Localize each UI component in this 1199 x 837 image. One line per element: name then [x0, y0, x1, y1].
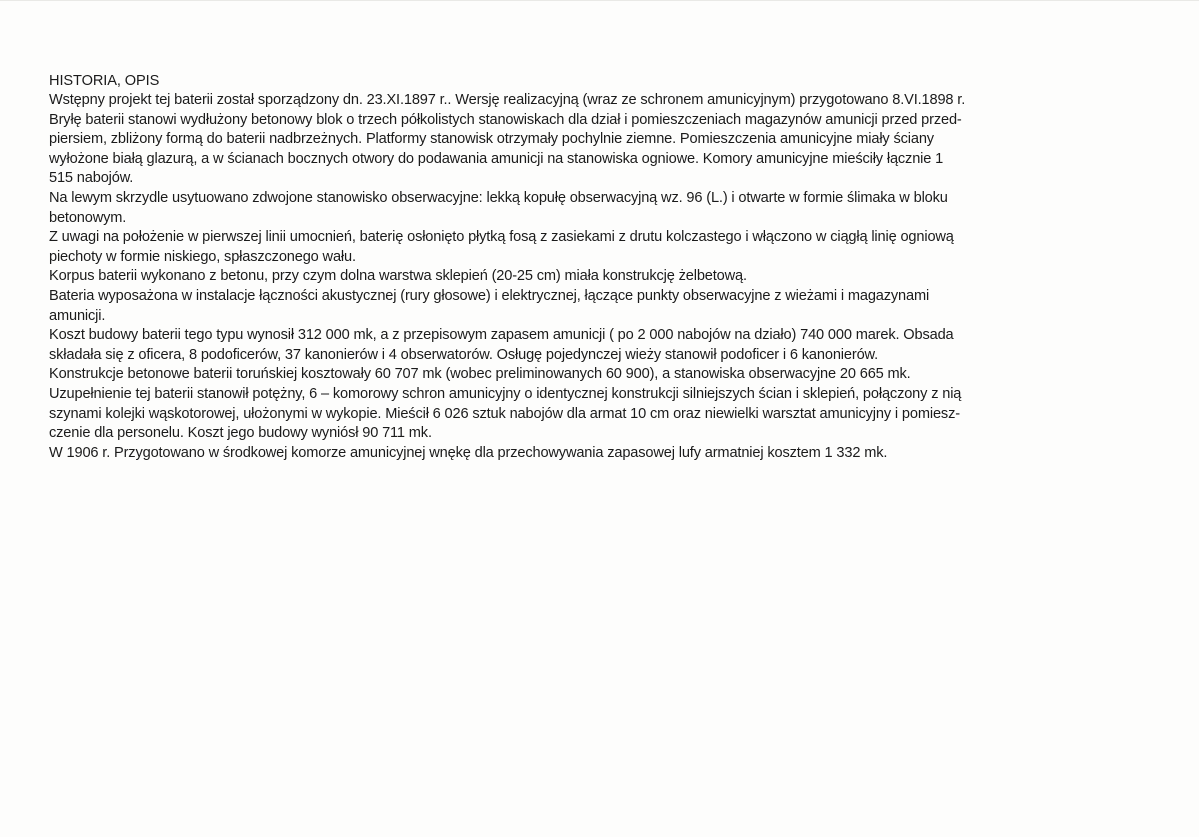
text-line: 515 nabojów.	[49, 170, 134, 187]
text-line: Na lewym skrzydle usytuowano zdwojone stanowisko obserwacyjne: lekką kopułę obserwacyjną wz. 96 (L.) i otwarte w formie ślimaka w bloku	[49, 189, 948, 206]
text-line: Wstępny projekt tej baterii został sporządzony dn. 23.XI.1897 r.. Wersję realizacyjną (wraz ze schronem amunicyjnym) przygotowano 8.VI.1898 r.	[49, 92, 966, 108]
paragraph-concrete-cost	[49, 365, 1159, 385]
text-line: czenie dla personelu. Koszt jego budowy wyniósł 90 711 mk.	[49, 425, 432, 442]
text-line: Koszt budowy baterii tego typu wynosił 312 000 mk, a z przepisowym zapasem amunicji ( po 2 000 nabojów na działo) 740 000 marek. Obsada	[49, 327, 954, 344]
paragraph-observation-post	[49, 189, 1159, 228]
text-line: Konstrukcje betonowe baterii toruńskiej kosztowały 60 707 mk (wobec preliminowanych 60 900), a stanowiska obserwacyjne 20 665 mk.	[49, 366, 911, 383]
text-line: wyłożone białą glazurą, a w ścianach bocznych otwory do podawania amunicji na stanowiska ogniowe. Komory amunicyjne mieściły łącznie 1	[49, 150, 944, 167]
paragraph-communications	[49, 287, 1159, 326]
text-line: W 1906 r. Przygotowano w środkowej komorze amunicyjnej wnękę dla przechowywania zapasowej lufy armatniej kosztem 1 332 mk.	[49, 444, 888, 461]
paragraph-moat	[49, 228, 1159, 267]
paragraph-ammunition-shelter	[49, 385, 1159, 444]
text-line: piersiem, zbliżony formą do baterii nadbrzeżnych. Platformy stanowisk otrzymały pochylnie ziemne. Pomieszczenia amunicyjne miały ściany	[49, 131, 934, 148]
text-line: Bateria wyposażona w instalacje łączności akustycznej (rury głosowe) i elektrycznej, łączące punkty obserwacyjne z wieżami i magazynami	[49, 287, 930, 304]
paragraph-project-history	[49, 91, 1159, 189]
text-line: Uzupełnienie tej baterii stanowił potężny, 6 – komorowy schron amunicyjny o identycznej konstrukcji silniejszych ścian i sklepień, połączony z nią	[49, 385, 962, 402]
paragraph-construction	[49, 267, 1159, 287]
paragraph-cost-crew	[49, 326, 1159, 365]
text-line: piechoty w formie niskiego, spłaszczonego wału.	[49, 248, 356, 265]
text-line: amunicji.	[49, 307, 106, 324]
text-line: składała się z oficera, 8 podoficerów, 37 kanonierów i 4 obserwatorów. Osługę pojedynczej wieży stanowił podoficer i 6 kanonierów.	[49, 346, 879, 363]
document-body	[49, 71, 1159, 463]
text-line: Z uwagi na położenie w pierwszej linii umocnień, baterię osłonięto płytką fosą z zasiekami z drutu kolczastego i włączono w ciągłą linię ogniową	[49, 229, 954, 246]
text-line: betonowym.	[49, 209, 127, 226]
text-line: Bryłę baterii stanowi wydłużony betonowy blok o trzech półkolistych stanowiskach dla dział i pomieszczeniach magazynów amunicji przed przed-	[49, 111, 962, 128]
section-heading: HISTORIA, OPIS	[49, 73, 160, 89]
paragraph-1906-niche	[49, 444, 1159, 464]
text-line: Korpus baterii wykonano z betonu, przy czym dolna warstwa sklepień (20-25 cm) miała konstrukcję żelbetową.	[49, 268, 747, 285]
text-line: szynami kolejki wąskotorowej, ułożonymi w wykopie. Mieścił 6 026 sztuk nabojów dla armat 10 cm oraz niewielki warsztat amunicyjny i pomiesz-	[49, 405, 960, 422]
